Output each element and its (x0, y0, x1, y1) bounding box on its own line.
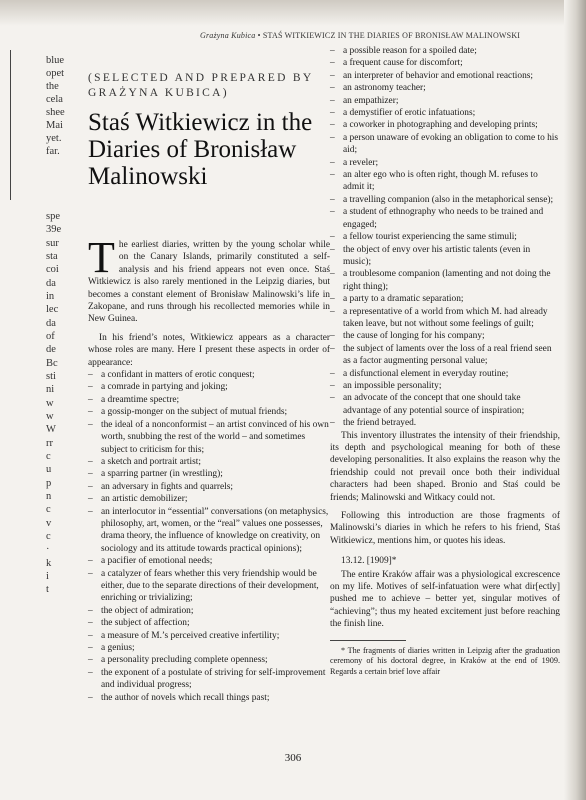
margin-fragment: 39e (46, 224, 62, 235)
role-item: – a pacifier of emotional needs; (88, 555, 330, 567)
role-item: – the friend betrayed. (330, 417, 560, 429)
margin-fragment: c (46, 504, 51, 515)
margin-fragment: n (46, 491, 52, 502)
margin-fragment: of (46, 331, 55, 342)
right-column (330, 45, 560, 677)
margin-fragment: da (46, 318, 56, 329)
role-item: – the object of envy over his artistic talents (even in music); (330, 244, 560, 269)
roles-list-right (330, 45, 560, 430)
margin-fragment: sta (46, 251, 58, 262)
margin-fragment: far. (46, 146, 60, 157)
role-item: – an astronomy teacher; (330, 82, 560, 94)
intro-text: he earliest diaries, written by the young scholar while on the Canary Islands, primarily constituted a self-analysis and his friend appears not even once. Staś Witkiewicz is also rarely mentioned in the Leipzig diaries, but becomes a constant element of Bronisław Malinowski’s life in Zakopane, and runs through his recollected memories while in New Guinea. (88, 240, 330, 325)
role-item: – a fellow tourist experiencing the same stimuli; (330, 231, 560, 243)
header-separator: • (257, 31, 261, 40)
margin-fragment: shee (46, 107, 65, 118)
role-item: – an impossible personality; (330, 380, 560, 392)
role-item: – an adversary in fights and quarrels; (88, 481, 330, 493)
role-item: – an empathizer; (330, 95, 560, 107)
margin-fragment: t (46, 584, 49, 595)
header-author: Grażyna Kubica (200, 31, 256, 40)
margin-fragment: cela (46, 94, 63, 105)
role-item: – a person unaware of evoking an obligation to come to his aid; (330, 132, 560, 157)
margin-fragment: Bc (46, 358, 58, 369)
role-item: – a catalyzer of fears whether this very friendship would be either, due to the separate directions of their development, enriching or trivializing; (88, 568, 330, 605)
role-item: – a disfunctional element in everyday routine; (330, 368, 560, 380)
role-item: – a representative of a world from which M. had already taken leave, but not without some feelings of guilt; (330, 306, 560, 331)
role-item: – a comrade in partying and joking; (88, 381, 330, 393)
role-item: – a reveler; (330, 157, 560, 169)
following-paragraph: Following this introduction are those fragments of Malinowski’s diaries in which he refers to his friend, Staś Witkiewicz, mentions him, or quotes his ideas. (330, 511, 560, 546)
role-item: – an interpreter of behavior and emotional reactions; (330, 70, 560, 82)
inventory-paragraph: This inventory illustrates the intensity of their friendship, its depth and psychological meaning for both of these developing personalities. It also explains the reason why the friendship could not prevail once both their individual characters had been shaped. Bronio and Staś could be friends; Malinowski and Witkacy could not. (330, 430, 560, 503)
margin-fragment: · (46, 544, 50, 555)
role-item: – a confidant in matters of erotic conquest; (88, 369, 330, 381)
margin-fragment: yet. (46, 133, 62, 144)
role-item: – a gossip-monger on the subject of mutual friends; (88, 406, 330, 418)
margin-fragment: W (46, 424, 56, 435)
role-item: – a sketch and portrait artist; (88, 456, 330, 468)
role-item: – a personality precluding complete openness; (88, 654, 330, 666)
margin-fragment: the (46, 81, 59, 92)
role-item: – an artistic demobilizer; (88, 493, 330, 505)
role-item: – the ideal of a nonconformist – an artist convinced of his own worth, snubbing the rest of the world – and sometimes subject to criticism for this; (88, 419, 330, 456)
footnote: * The fragments of diaries written in Leipzig after the graduation ceremony of his doctoral degree, in Kraków at the end of 1909. Regards a certain brief love affair (330, 645, 560, 676)
role-item: – the exponent of a postulate of striving for self-improvement and individual progress; (88, 667, 330, 692)
role-item: – an alter ego who is often right, though M. refuses to admit it; (330, 169, 560, 194)
margin-fragment: c (46, 531, 51, 542)
role-item: – a dreamtime spectre; (88, 394, 330, 406)
role-item: – a travelling companion (also in the metaphorical sense); (330, 194, 560, 206)
margin-fragment: sur (46, 238, 59, 249)
role-item: – the object of admiration; (88, 605, 330, 617)
role-item: – a possible reason for a spoiled date; (330, 45, 560, 57)
role-item: – the author of novels which recall things past; (88, 692, 330, 704)
margin-fragment: u (46, 464, 52, 475)
article-title: Staś Witkiewicz in the Diaries of Bronisław Malinowski (88, 109, 313, 190)
role-item: – a frequent cause for discomfort; (330, 57, 560, 69)
role-item: – the subject of affection; (88, 617, 330, 629)
header-title: STAŚ WITKIEWICZ IN THE DIARIES OF BRONISŁAW MALINOWSKI (262, 31, 521, 40)
margin-fragment: c (46, 451, 51, 462)
running-header (200, 31, 520, 40)
scan-top-shadow (0, 0, 586, 26)
diary-entry-date: 13.12. [1909]* (341, 556, 397, 567)
selected-by-line: (SELECTED AND PREPARED BY GRAŻYNA KUBICA) (88, 72, 314, 99)
margin-fragment: da (46, 278, 56, 289)
margin-fragment: spe (46, 211, 60, 222)
role-item: – a demystifier of erotic infatuations; (330, 107, 560, 119)
margin-fragment: Mai (46, 120, 63, 131)
role-item: – the subject of laments over the loss of a real friend seen as a factor augmenting personal value; (330, 343, 560, 368)
drop-cap: T (88, 233, 115, 282)
role-item: – a measure of M.’s perceived creative infertility; (88, 630, 330, 642)
footnote-rule (330, 640, 406, 641)
margin-fragment: coi (46, 264, 59, 275)
margin-fragment: rr (46, 438, 53, 449)
role-item: – an advocate of the concept that one should take advantage of any potential source of inspiration; (330, 392, 560, 417)
scan-gutter-shadow (564, 0, 586, 800)
role-item: – a sparring partner (in wrestling); (88, 468, 330, 480)
margin-fragment: lec (46, 304, 59, 315)
margin-fragment: sti (46, 371, 56, 382)
margin-fragment: opet (46, 68, 65, 79)
previous-page-rule (10, 50, 11, 200)
intro-paragraph (88, 233, 330, 326)
margin-fragment: p (46, 478, 52, 489)
role-item: – a troublesome companion (lamenting and not doing the right thing); (330, 268, 560, 293)
margin-fragment: w (46, 398, 54, 409)
margin-fragment: k (46, 558, 52, 569)
role-item: – a party to a dramatic separation; (330, 293, 560, 305)
margin-fragment: blue (46, 55, 65, 66)
role-item: – an interlocutor in “essential” conversations (on metaphysics, philosophy, art, women, or the “real” values one possesses, drama theory, the influence of knowledge on creativity, on sociology and its attitude towards practical opinions); (88, 506, 330, 556)
left-column (88, 233, 330, 704)
margin-fragment: in (46, 291, 55, 302)
margin-fragment: i (46, 571, 49, 582)
margin-fragment: v (46, 518, 52, 529)
margin-fragment: w (46, 411, 54, 422)
margin-fragment: de (46, 344, 56, 355)
roles-intro-paragraph: In his friend’s notes, Witkiewicz appears as a character whose roles are many. Here I present these aspects in order of appearance: (88, 332, 330, 368)
roles-list-left (88, 369, 330, 704)
diary-entry-text: The entire Kraków affair was a physiological excrescence on my life. Motives of self-infatuation were what dir[ectly] pushed me to achieve – better yet, singular motives of “achieving”; thus my heated excitement just before reaching the finish line. (330, 569, 560, 630)
role-item: – a genius; (88, 642, 330, 654)
role-item: – a coworker in photographing and developing prints; (330, 119, 560, 131)
page-number: 306 (284, 752, 302, 764)
margin-fragment: ni (46, 384, 55, 395)
role-item: – the cause of longing for his company; (330, 330, 560, 342)
role-item: – a student of ethnography who needs to be trained and engaged; (330, 206, 560, 231)
